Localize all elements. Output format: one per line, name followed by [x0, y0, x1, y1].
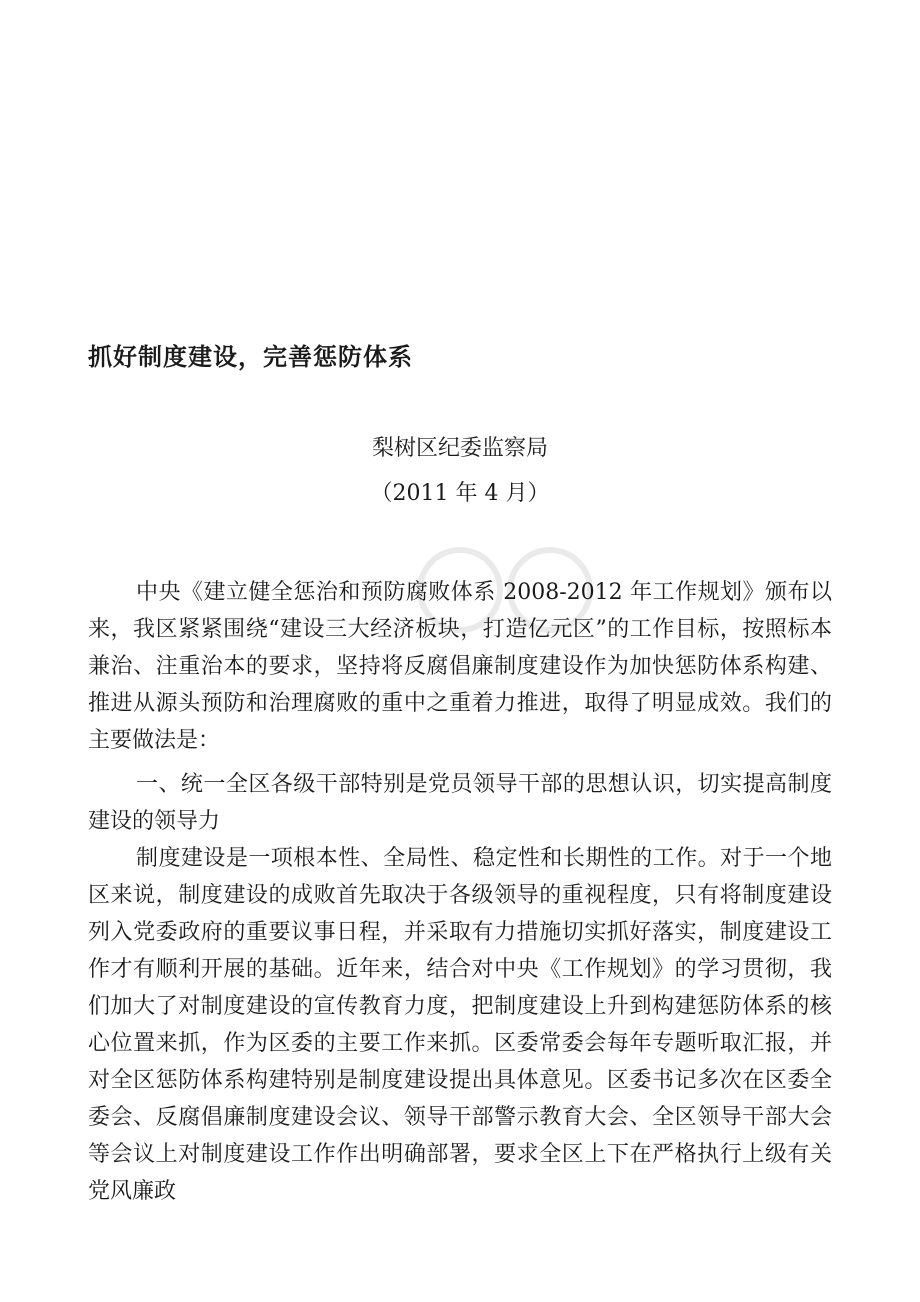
body-paragraph: 中央《建立健全惩治和预防腐败体系 2008-2012 年工作规划》颁布以来，我区紧紧围绕“建设三大经济板块，打造亿元区”的工作目标，按照标本兼治、注重治本的要求，坚持将反腐倡廉制度建设作为加快惩防体系构建、推进从源头预防和治理腐败的重中之重着力推进，取得了明显成效。我们的主要做法是：: [88, 580, 832, 753]
document-title: 抓好制度建设，完善惩防体系: [88, 343, 413, 371]
section-heading: 一、统一全区各级干部特别是党员领导干部的思想认识，切实提高制度建设的领导力: [88, 772, 832, 834]
document-author: 梨树区纪委监察局: [371, 436, 548, 461]
document-body: [88, 574, 832, 1210]
document-date: （2011 年 4 月）: [370, 481, 550, 506]
body-paragraph: 制度建设是一项根本性、全局性、稳定性和长期性的工作。对于一个地区来说，制度建设的成败首先取决于各级领导的重视程度，只有将制度建设列入党委政府的重要议事日程，并采取有力措施切实抓好落实，制度建设工作才有顺利开展的基础。近年来，结合对中央《工作规划》的学习贯彻，我们加大了对制度建设的宣传教育力度，把制度建设上升到构建惩防体系的核心位置来抓，作为区委的主要工作来抓。区委常委会每年专题听取汇报，并对全区惩防体系构建特别是制度建设提出具体意见。区委书记多次在区委全委会、反腐倡廉制度建设会议、领导干部警示教育大会、全区领导干部大会等会议上对制度建设工作作出明确部署，要求全区上下在严格执行上级有关党风廉政: [88, 846, 832, 1204]
